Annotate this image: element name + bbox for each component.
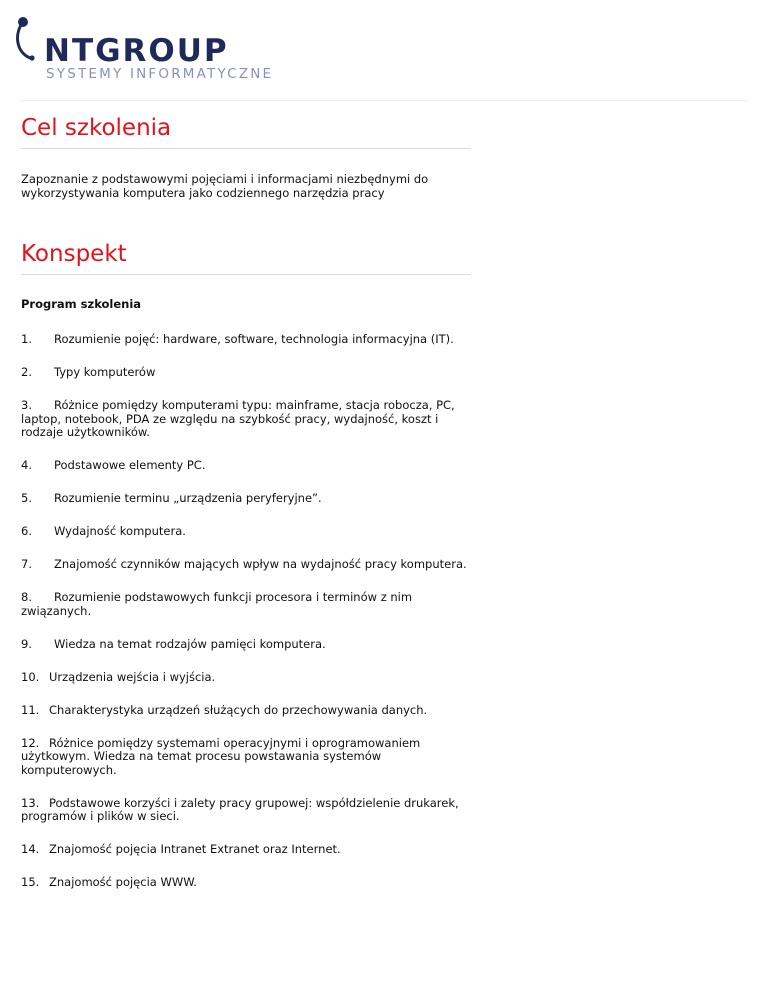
item-text: Wydajność komputera. — [54, 524, 186, 538]
item-text: Rozumienie pojęć: hardware, software, technologia informacyjna (IT). — [54, 332, 454, 346]
item-text: Charakterystyka urządzeń służących do przechowywania danych. — [49, 702, 428, 717]
item-number: 8. — [21, 590, 32, 604]
item-text: Znajomość pojęcia Intranet Extranet oraz Internet. — [49, 842, 341, 856]
item-number: 2. — [21, 365, 32, 379]
goal-heading: Cel szkolenia — [21, 110, 471, 149]
program-heading: Program szkolenia — [21, 297, 142, 311]
item-text: Podstawowe korzyści i zalety pracy grupowej: współdzielenie drukarek, programów i plików w sieci. — [21, 795, 459, 823]
item-text: Typy komputerów — [54, 365, 156, 379]
list-item — [21, 591, 471, 618]
list-item — [21, 558, 471, 572]
item-number: 7. — [21, 557, 32, 571]
list-item — [21, 797, 471, 824]
list-item — [21, 671, 471, 685]
list-item — [21, 366, 471, 380]
logo-tagline: SYSTEMY INFORMATYCZNE — [46, 66, 274, 82]
header-divider — [20, 100, 748, 101]
item-text: Rozumienie terminu „urządzenia peryferyjne”. — [54, 491, 322, 505]
item-number: 10. — [21, 669, 40, 684]
list-item — [21, 876, 471, 890]
item-number: 3. — [21, 398, 32, 412]
program-list — [21, 333, 471, 890]
item-text: Różnice pomiędzy komputerami typu: mainframe, stacja robocza, PC, laptop, notebook, PDA ze względu na szybkość pracy, wydajność, koszt i rodzaje użytkowników. — [21, 398, 455, 439]
item-number: 4. — [21, 458, 32, 472]
logo-wordmark: NTGROUP — [44, 33, 229, 69]
list-item — [21, 704, 471, 718]
item-text: Znajomość pojęcia WWW. — [49, 875, 197, 889]
document-body — [21, 110, 471, 909]
item-number: 13. — [21, 795, 40, 810]
company-logo — [14, 12, 314, 87]
list-item — [21, 459, 471, 473]
list-item — [21, 399, 471, 440]
item-text: Urządzenia wejścia i wyjścia. — [49, 669, 216, 684]
item-number: 5. — [21, 491, 32, 505]
list-item — [21, 525, 471, 539]
item-text: Podstawowe elementy PC. — [54, 458, 206, 472]
list-item — [21, 333, 471, 347]
item-number: 6. — [21, 524, 32, 538]
item-number: 12. — [21, 735, 40, 750]
item-text: Rozumienie podstawowych funkcji procesora i terminów z nim związanych. — [21, 590, 413, 618]
list-item — [21, 638, 471, 652]
item-number: 11. — [21, 702, 40, 717]
item-number: 1. — [21, 332, 32, 346]
item-text: Znajomość czynników mających wpływ na wydajność pracy komputera. — [54, 557, 467, 571]
item-number: 14. — [21, 842, 40, 856]
goal-text: Zapoznanie z podstawowymi pojęciami i informacjami niezbędnymi do wykorzystywania komputera jako codziennego narzędzia pracy — [21, 172, 429, 200]
item-text: Wiedza na temat rodzajów pamięci komputera. — [54, 636, 326, 651]
list-item — [21, 492, 471, 506]
item-number: 15. — [21, 875, 40, 889]
item-text: Różnice pomiędzy systemami operacyjnymi i oprogramowaniem użytkowym. Wiedza na temat procesu powstawania systemów komputerowych. — [21, 735, 421, 777]
list-item — [21, 843, 471, 857]
item-number: 9. — [21, 636, 32, 651]
outline-heading: Konspekt — [21, 236, 471, 275]
list-item — [21, 737, 471, 778]
